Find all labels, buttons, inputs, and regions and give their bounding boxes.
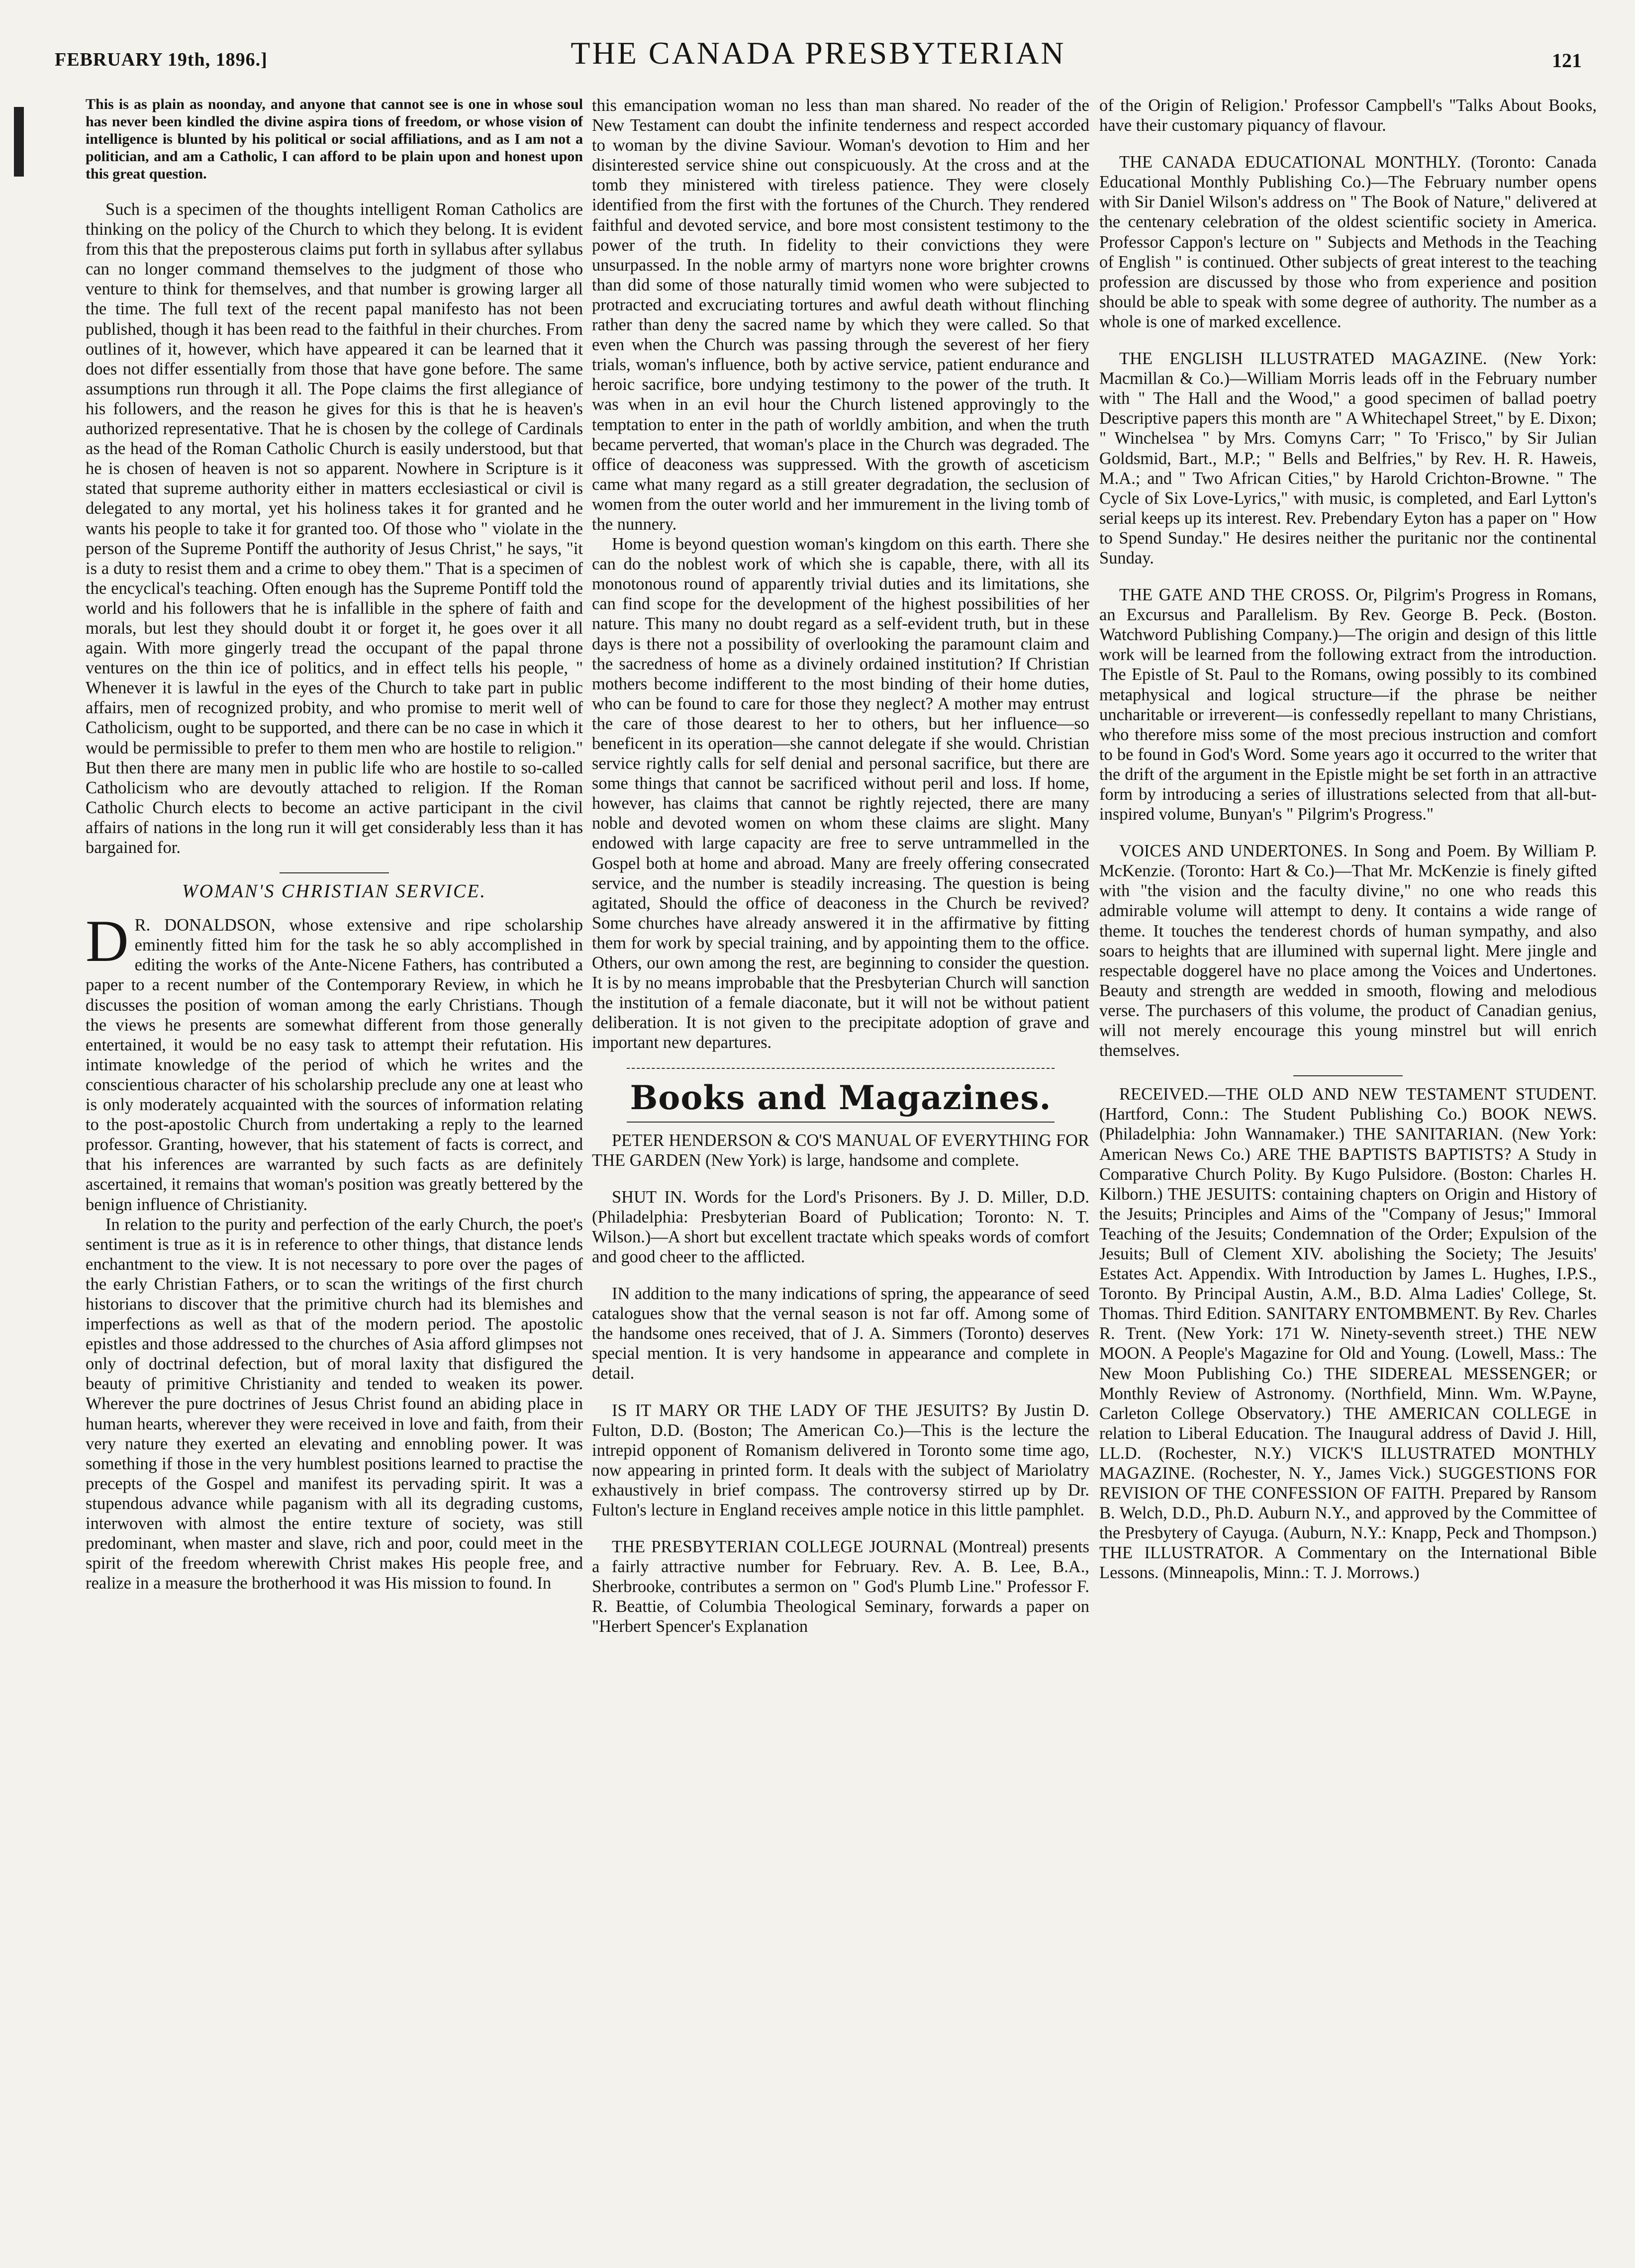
review-entry: THE CANADA EDUCATIONAL MONTHLY. (Toronto: Canada Educational Monthly Publishing Co.)—The February number opens with Sir Daniel Wilson's address on " The Book of Nature," delivered at the centenary celebration of the oldest scientific society in America. Professor Cappon's lecture on " Subjects and Methods in the Teaching of English " is continued. Other subjects of great interest to the teaching profession are discussed by those who from experience and position should be able to speak with some degree of authority. The number as a whole is one of marked excellence. (1099, 153, 1597, 331)
review-entry: SHUT IN. Words for the Lord's Prisoners. By J. D. Miller, D.D. (Philadelphia: Presbyterian Board of Publication; Toronto: N. T. Wilson.)—A short but excellent tractate which speaks words of comfort and good cheer to the afflicted. (592, 1187, 1089, 1266)
column-3 (1099, 95, 1597, 2249)
review-entry: VOICES AND UNDERTONES. In Song and Poem. By William P. McKenzie. (Toronto: Hart & Co.)—That Mr. McKenzie is finely gifted with "the vision and the faculty divine," no one who reads this admirable volume will attempt to deny. It contains a wide range of theme. It touches the tenderest chords of human sympathy, and also soars to heights that are illumined with supernal light. Mere jingle and respectable doggerel have no place among the Voices and Undertones. Beauty and strength are wedded in smooth, flowing and melodious verse. The purchasers of this volume, the product of Canadian genius, will not merely encourage this young minstrel but will enrich themselves. (1099, 842, 1597, 1060)
review-entry: IN addition to the many indications of spring, the appearance of seed catalogues show that the vernal season is not far off. Among some of the handsome ones received, that of J. A. Simmers (Toronto) deserves special mention. It is very handsome in appearance and complete in detail. (592, 1284, 1089, 1383)
paragraph: Home is beyond question woman's kingdom on this earth. There she can do the noblest work of which she is capable, there, with all its monotonous round of apparently trivial duties and its limitations, she can find scope for the development of the highest possibilities of her nature. This many no doubt regard as a self-evident truth, but in these days is there not a possibility of overlooking the paramount claim and the sacredness of home as a divinely ordained institution? If Christian mothers become indifferent to the most binding of their home duties, who can be found to care for those they neglect? A mother may entrust the care of those dearest to her to others, but her influence—so beneficent in its operation—she cannot delegate if she would. Christian service rightly calls for self denial and personal sacrifice, but there are some things that cannot be sacrificed without peril and loss. If home, however, has claims that cannot be rightly rejected, there are many noble and devoted women on whom these claims are slight. Many endowed with large capacity are free to serve untrammelled in the Gospel both at home and abroad. Many are freely offering consecrated service, and the number is steadily increasing. The question is being agitated, Should the office of deaconess in the Church be revived? Some churches have already answered it in the affirmative by fitting them for work by special training, and by appointing them to the office. Others, our own among the rest, are beginning to consider the question. It is by no means improbable that the Presbyterian Church will sanction the institution of a female diaconate, but it will not be without patient deliberation. It is not given to the precipitate adoption of grave and important new departures. (592, 535, 1089, 1052)
paragraph: D R. DONALDSON, whose extensive and ripe scholarship eminently fitted him for the task he so ably accomplished in editing the works of the Ante-Nicene Fathers, has contributed a paper to a recent number of the Contemporary Review, in which he discusses the position of woman among the early Christians. Though the views he presents are somewhat different from those generally entertained, it would be no easy task to attempt their refutation. His intimate knowledge of the period of which he writes and the conscientious character of his scholarship preclude any one at least who is only moderately acquainted with the sources of information relating to the post-apostolic Church from undertaking a reply to the learned professor. Granting, however, that his statement of facts is correct, and that his inferences are warranted by such facts as are definitely ascertained, it remains that woman's position was greatly bettered by the benign influence of Christianity. (86, 908, 583, 1214)
paragraph: Such is a specimen of the thoughts intelligent Roman Catholics are thinking on the policy of the Church to which they belong. It is evident from this that the preposterous claims put forth in syllabus after syllabus can no longer command themselves to the judgment of those who venture to think for themselves, and that number is growing larger all the time. The full text of the recent papal manifesto has not been published, though it has been read to the faithful in their churches. From outlines of it, however, which have appeared it can be learned that it does not differ essentially from those that have gone before. The same assumptions run through it all. The Pope claims the first allegiance of his followers, and the reason he gives for this is that he is heaven's authorized representative. That he is chosen by the college of Cardinals as the head of the Roman Catholic Church is easily understood, but that he is chosen of heaven is not so apparent. Nowhere in Scripture is it stated that supreme authority either in matters ecclesiastical or civil is delegated to any mortal, yet his holiness takes it for granted and he wants his people to take it for granted too. Of those who " violate in the person of the Supreme Pontiff the authority of Jesus Christ," he says, "it is a duty to resist them and a crime to obey them." That is a specimen of the encyclical's teaching. Often enough has the Supreme Pontiff told the world and his followers that he is infallible in the sphere of faith and morals, but lest they should doubt it or forget it, he goes over it all again. With more gingerly tread the occupant of the papal throne ventures on the thin ice of politics, and in effect tells his people, " Whenever it is lawful in the eyes of the Church to take part in public affairs, men of recognized probity, and who promise to merit well of Catholicism, ought to be supported, and there can be no case in which it would be permissible to prefer to them men who are hostile to religion." But then there are many men in public life who are hostile to so-called Catholicism who are devoutly attached to religion. If the Roman Catholic Church elects to become an active participant in the civil affairs of nations in the long run it will get considerably less than it has bargained for. (86, 200, 583, 857)
review-entry: IS IT MARY OR THE LADY OF THE JESUITS? By Justin D. Fulton, D.D. (Boston; The American Co.)—This is the lecture the intrepid opponent of Romanism delivered in Toronto some time ago, now appearing in printed form. It deals with the subject of Mariolatry exhaustively in brief compass. The controversy stirred up by Dr. Fulton's lecture in England receives ample notice in this little pamphlet. (592, 1401, 1089, 1519)
section-divider (627, 1068, 1055, 1069)
column-1 (86, 95, 583, 2249)
masthead-title: THE CANADA PRESBYTERIAN (571, 35, 1066, 71)
review-entry: THE GATE AND THE CROSS. Or, Pilgrim's Progress in Romans, an Excursus and Parallelism. By Rev. George B. Peck. (Boston. Watchword Publishing Company.)—The origin and design of this little work will be learned from the following extract from the introduction. The Epistle of St. Paul to the Romans, owing possibly to its combined metaphysical and logical structure—if the phrase be neither uncharitable or irreverent—is confessedly repellant to many Christians, who therefore miss some of the most precious instruction and comfort to be found in God's Word. Some years ago it occurred to the writer that the drift of the argument in the Epistle might be set forth in an attractive form by introducing a series of illustrations selected from that all-but-inspired volume, Bunyan's " Pilgrim's Progress." (1099, 585, 1597, 824)
review-entry: PETER HENDERSON & CO'S MANUAL OF EVERYTHING FOR THE GARDEN (New York) is large, handsome and complete. (592, 1131, 1089, 1170)
paragraph: In relation to the purity and perfection of the early Church, the poet's sentiment is true as it is in reference to other things, that distance lends enchantment to the view. It is not necessary to pore over the pages of the early Christian Fathers, or to scan the writings of the first church historians to discover that the primitive church had its blemishes and imperfections as well as that of the modern period. The apostolic epistles and those addressed to the churches of Asia afford glimpses not only of doctrinal defection, but of moral laxity that disfigured the beauty of primitive Christianity and tended to weaken its power. Wherever the pure doctrines of Jesus Christ found an abiding place in human hearts, wherever they were received in love and faith, from their very nature they exerted an elevating and ennobling power. It was something if those in the very humblest positions learned to practise the precepts of the Gospel and manifest its pervading spirit. It was a stupendous advance while paganism with all its degrading customs, interwoven with almost the entire texture of society, was still predominant, when master and slave, rich and poor, could meet in the spirit of the freedom wherewith Christ makes His people free, and realize in a measure the brotherhood it was His mission to found. In (86, 1215, 583, 1593)
page-header (55, 31, 1582, 91)
paragraph: of the Origin of Religion.' Professor Campbell's "Talks About Books, have their customary piquancy of flavour. (1099, 96, 1597, 135)
quoted-intro: This is as plain as noonday, and anyone that cannot see is one in whose soul has never been kindled the divine aspira tions of freedom, or whose vision of intelligence is blunted by his political or social affiliations, and as I am not a politician, and am a Catholic, I can afford to be plain upon and honest upon this great question. (86, 96, 583, 182)
column-2 (592, 95, 1089, 2249)
margin-mark (14, 107, 24, 177)
review-entry: THE PRESBYTERIAN COLLEGE JOURNAL (Montreal) presents a fairly attractive number for February. Rev. A. B. Lee, B.A., Sherbrooke, contributes a sermon on " God's Plumb Line." Professor F. R. Beattie, of Columbia Theological Seminary, forwards a paper on "Herbert Spencer's Explanation (592, 1537, 1089, 1636)
section-divider (280, 872, 389, 873)
issue-date: FEBRUARY 19th, 1896.] (55, 49, 268, 70)
section-heading: WOMAN'S CHRISTIAN SERVICE. (182, 881, 487, 902)
review-entry: THE ENGLISH ILLUSTRATED MAGAZINE. (New York: Macmillan & Co.)—William Morris leads off in the February number with " The Hall and the Wood," a good specimen of ballad poetry Descriptive papers this month are " A Whitechapel Street," by E. Dixon; " Winchelsea " by Mrs. Comyns Carr; " To 'Frisco," by Sir Julian Goldsmid, Bart., M.P.; " Bells and Belfries," by Rev. H. R. Haweis, M.A.; and " Two African Cities," by Harold Crichton-Browne. " The Cycle of Six Love-Lyrics," with music, is completed, and Earl Lytton's serial keeps up its interest. Rev. Prebendary Eyton has a paper on " How to Spend Sunday." He desires neither the puritanic nor the continental Sunday. (1099, 349, 1597, 567)
drop-cap: D (86, 908, 129, 974)
section-divider (1293, 1075, 1403, 1076)
paragraph: this emancipation woman no less than man shared. No reader of the New Testament can doubt the infinite tenderness and respect accorded to woman by the divine Saviour. Woman's devotion to Him and her disinterested service shine out conspicuously. At the cross and at the tomb they ministered with tireless patience. They were closely identified from the first with the fortunes of the Church. They rendered faithful and devoted service, and bore most consistent testimony to the power of the truth. In fidelity to their convictions they were unsurpassed. In the noble army of martyrs none wore brighter crowns than did some of those naturally timid women who were subjected to protracted and excruciating tortures and awful death without flinching rather than deny the sacred name by which they were called. So that even when the Church was passing through the severest of her fiery trials, woman's influence, both by active service, patient endurance and heroic sacrifice, bore undying testimony to the power of the truth. It was when in an evil hour the Church listened approvingly to the temptation to enter in the path of worldly ambition, and when the truth became perverted, that woman's place in the Church was degraded. The office of deaconess was suppressed. With the growth of asceticism came what many regard as a still greater degradation, the seclusion of women from the outer world and her immurement in the living tomb of the nunnery. (592, 96, 1089, 534)
books-magazines-heading: Books and Magazines. (630, 1078, 1052, 1117)
page-number: 121 (1552, 49, 1582, 72)
received-list: RECEIVED.—THE OLD AND NEW TESTAMENT STUDENT. (Hartford, Conn.: The Student Publishing Co.) BOOK NEWS. (Philadelphia: John Wannamaker.) THE SANITARIAN. (New York: American News Co.) ARE THE BAPTISTS BAPTISTS? A Study in Comparative Church Polity. By Kugo Pulsidore. (Boston: Charles H. Kilborn.) THE JESUITS: containing chapters on Origin and History of the Jesuits; Principles and Aims of the "Company of Jesus;" Immoral Teaching of the Jesuits; Condemnation of the Order; Expulsion of the Jesuits; Bull of Clement XIV. abolishing the Society; The Jesuits' Estates Act. Appendix. With Introduction by James L. Hughes, I.P.S., Toronto. By Principal Austin, A.M., B.D. Alma Ladies' College, St. Thomas. Third Edition. SANITARY ENTOMBMENT. By Rev. Charles R. Trent. (New York: 171 W. Ninety-seventh street.) THE NEW MOON. A People's Magazine for Old and Young. (Lowell, Mass.: The New Moon Publishing Co.) THE SIDEREAL MESSENGER; or Monthly Review of Astronomy. (Northfield, Minn. Wm. W.Payne, Carleton College Observatory.) THE AMERICAN COLLEGE in relation to Liberal Education. The Inaugural address of David J. Hill, LL.D. (Rochester, N.Y.) VICK'S ILLUSTRATED MONTHLY MAGAZINE. (Rochester, N. Y., James Vick.) SUGGESTIONS FOR REVISION OF THE CONFESSION OF FAITH. Prepared by Ransom B. Welch, D.D., Ph.D. Auburn N.Y., and approved by the Committee of the Presbytery of Cayuga. (Auburn, N.Y.: Knapp, Peck and Thompson.) THE ILLUSTRATOR. A Commentary on the International Bible Lessons. (Minneapolis, Minn.: T. J. Morrows.) (1099, 1085, 1597, 1583)
heading-underline (627, 1122, 1055, 1123)
